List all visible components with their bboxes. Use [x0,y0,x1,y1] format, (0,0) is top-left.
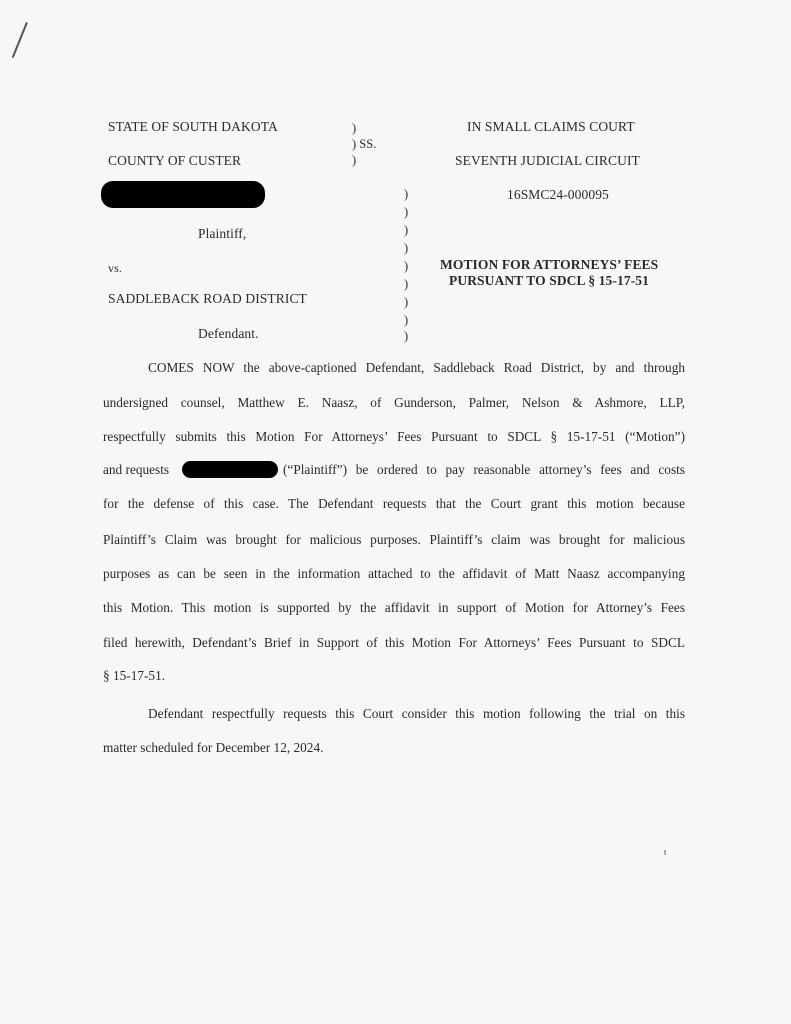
paragraph1-line: filed herewith, Defendant’s Brief in Support of this Motion For Attorneys’ Fees Pursuant to SDCL [103,635,685,650]
bracket-paren: ) [404,313,409,327]
bracket-paren: ) [404,223,409,237]
bracket-paren: ) [404,259,409,273]
motion-title-line2: PURSUANT TO SDCL § 15-17-51 [449,273,649,288]
county-heading: COUNTY OF CUSTER [108,153,242,168]
circuit-heading: SEVENTH JUDICIAL CIRCUIT [455,153,640,168]
bracket-paren: ) [404,205,409,219]
bracket-paren: ) [404,329,409,343]
paragraph1-line: for the defense of this case. The Defendant requests that the Court grant this motion because [103,496,685,511]
state-heading: STATE OF SOUTH DAKOTA [108,119,278,134]
bracket-paren: ) [404,187,409,201]
ss-paren-bottom: ) [352,153,357,167]
paragraph1-line: (“Plaintiff”) be ordered to pay reasonable attorney’s fees and costs [283,462,685,477]
defendant-label: Defendant. [198,326,259,341]
defendant-name: SADDLEBACK ROAD DISTRICT [108,291,307,306]
pen-mark [12,22,28,58]
motion-title-line1: MOTION FOR ATTORNEYS’ FEES [440,257,659,272]
paragraph1-line4-prefix: and requests [103,462,170,477]
paragraph2-line: matter scheduled for December 12, 2024. [103,740,324,755]
bracket-paren: ) [404,295,409,309]
paragraph2-line: Defendant respectfully requests this Court consider this motion following the trial on this [148,706,685,721]
bracket-paren: ) [404,241,409,255]
paragraph1-line: purposes as can be seen in the information attached to the affidavit of Matt Naasz accompanying [103,566,685,581]
paragraph1-line: respectfully submits this Motion For Attorneys’ Fees Pursuant to SDCL § 15-17-51 (“Motion”) [103,429,685,444]
paragraph1-line: undersigned counsel, Matthew E. Naasz, of Gunderson, Palmer, Nelson & Ashmore, LLP, [103,395,685,410]
paragraph1-line: Plaintiff’s Claim was brought for malicious purposes. Plaintiff’s claim was brought for malicious [103,532,685,547]
paragraph1-line: this Motion. This motion is supported by the affidavit in support of Motion for Attorney’s Fees [103,600,685,615]
case-number: 16SMC24-000095 [507,187,609,202]
paragraph1-line: COMES NOW the above-captioned Defendant, Saddleback Road District, by and through [148,360,685,375]
versus-label: vs. [108,261,122,275]
redacted-plaintiff-name-inline [182,461,278,478]
ss-paren-top: ) [352,121,357,135]
court-heading: IN SMALL CLAIMS COURT [467,119,635,134]
redacted-plaintiff-name [101,181,265,208]
plaintiff-label: Plaintiff, [198,226,247,241]
bracket-paren: ) [404,277,409,291]
scan-speck [664,850,666,855]
paragraph1-line: § 15-17-51. [103,668,166,683]
ss-label: ) SS. [352,137,377,151]
